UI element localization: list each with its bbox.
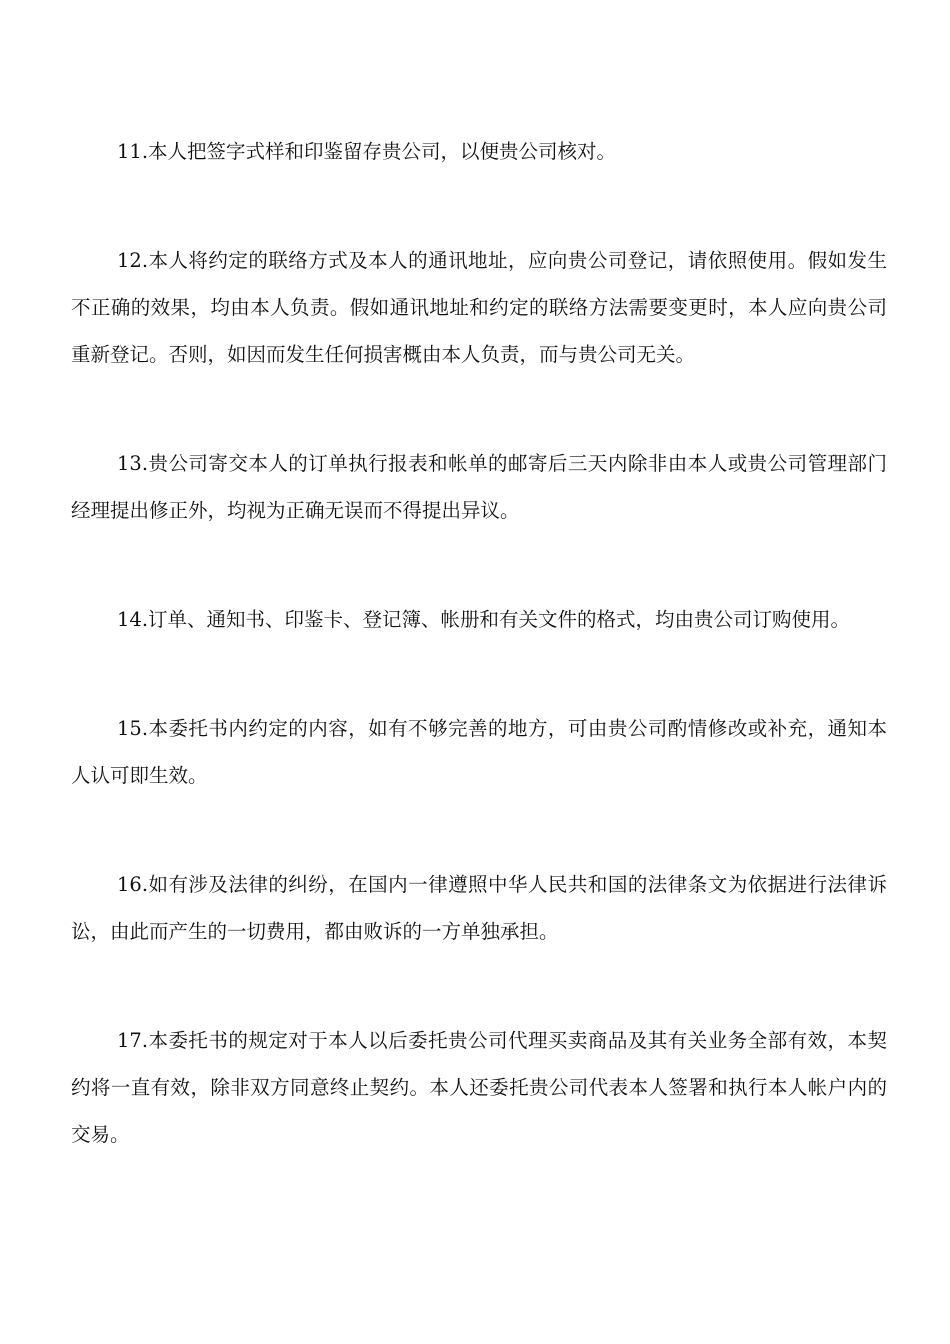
- clause-14: 14.订单、通知书、印鉴卡、登记簿、帐册和有关文件的格式，均由贵公司订购使用。: [117, 608, 851, 631]
- clause-11: 11.本人把签字式样和印鉴留存贵公司，以便贵公司核对。: [117, 140, 617, 163]
- clause-13: 13.贵公司寄交本人的订单执行报表和帐单的邮寄后三天内除非由本人或贵公司管理部门经理提出修正外，均视为正确无误而不得提出异议。: [71, 452, 887, 522]
- clause-15: 15.本委托书内约定的内容，如有不够完善的地方，可由贵公司酌情修改或补充，通知本人认可即生效。: [71, 717, 887, 787]
- clause-16: 16.如有涉及法律的纠纷，在国内一律遵照中华人民共和国的法律条文为依据进行法律诉讼，由此而产生的一切费用，都由败诉的一方单独承担。: [71, 873, 887, 943]
- clause-list: [71, 128, 887, 1158]
- clause-17: 17.本委托书的规定对于本人以后委托贵公司代理买卖商品及其有关业务全部有效，本契约将一直有效，除非双方同意终止契约。本人还委托贵公司代表本人签署和执行本人帐户内的交易。: [71, 1029, 887, 1146]
- clause-12: 12.本人将约定的联络方式及本人的通讯地址，应向贵公司登记，请依照使用。假如发生不正确的效果，均由本人负责。假如通讯地址和约定的联络方法需要变更时，本人应向贵公司重新登记。否则，如因而发生任何损害概由本人负责，而与贵公司无关。: [71, 249, 887, 366]
